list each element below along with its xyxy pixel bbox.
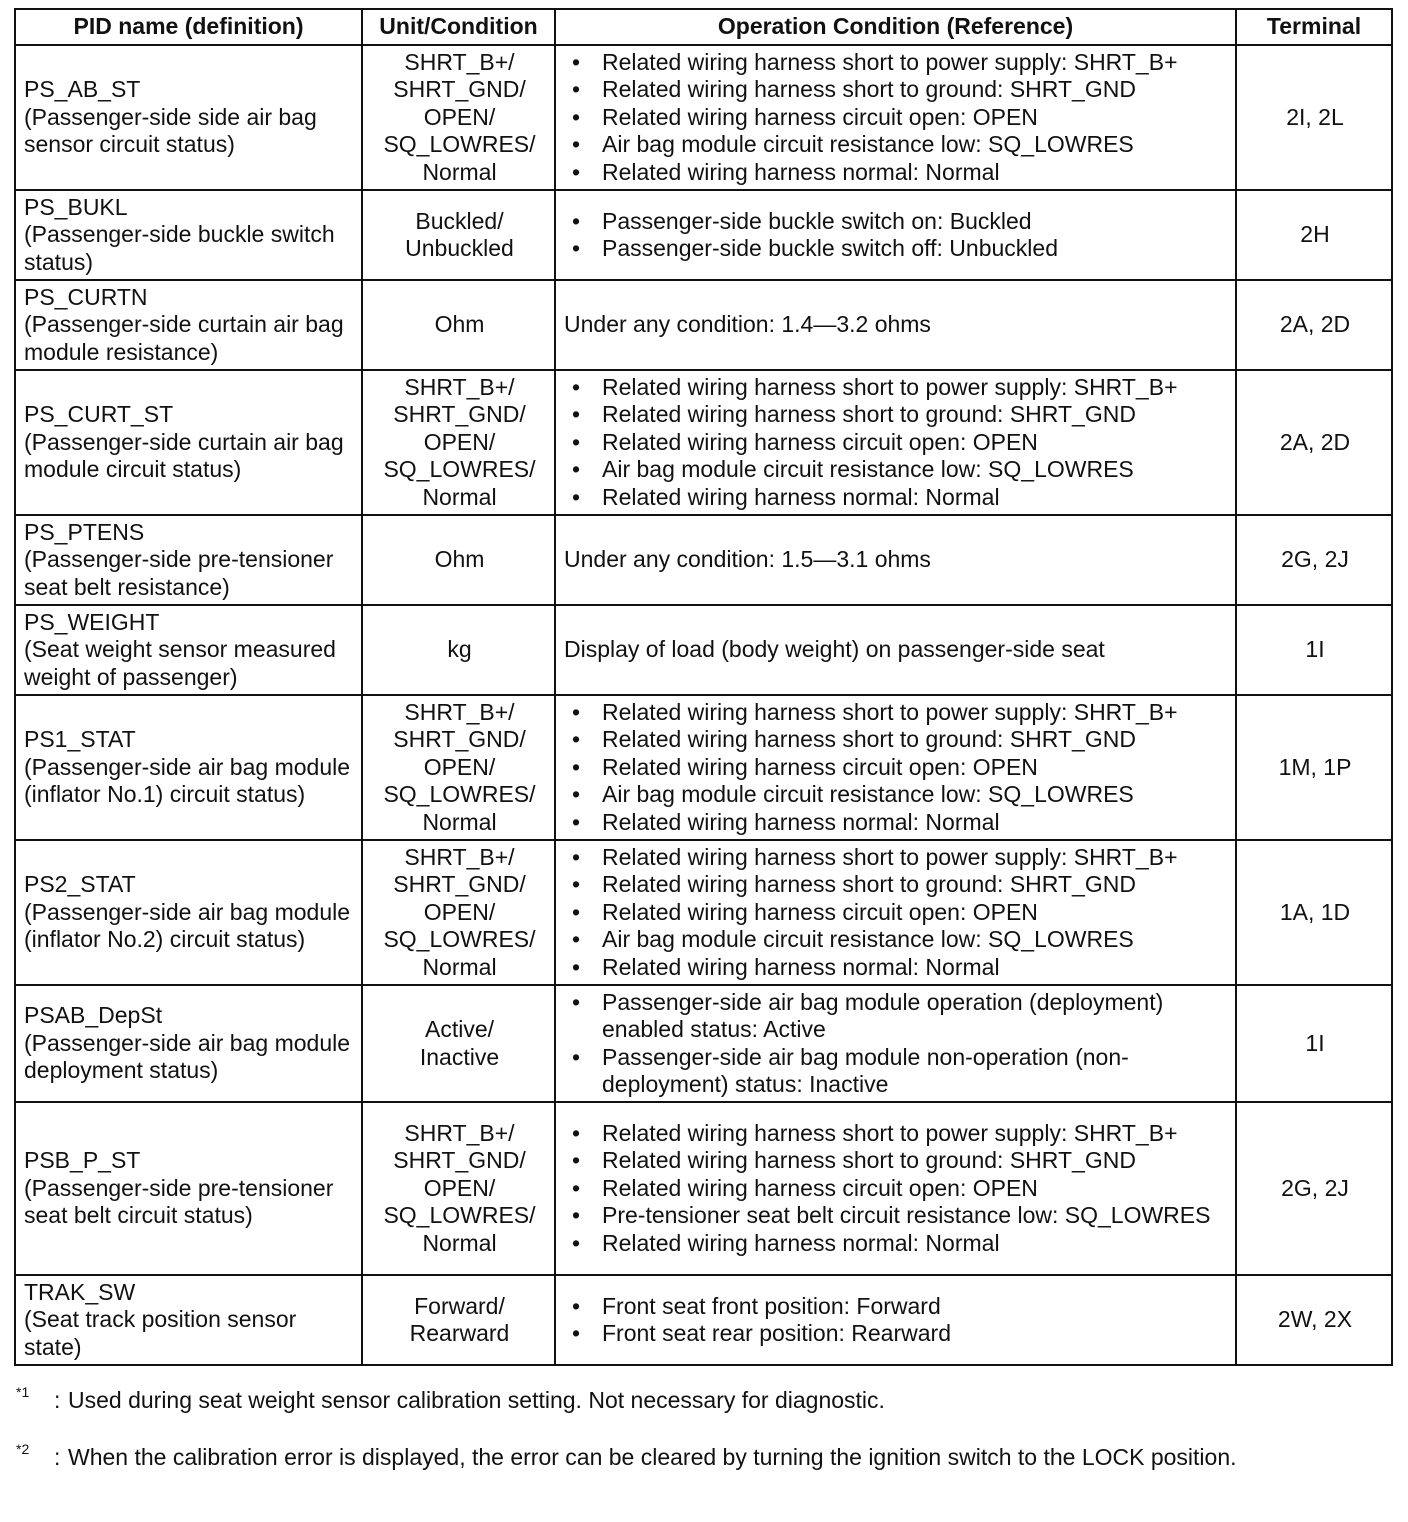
condition-cell: [555, 370, 1236, 515]
footnote-colon: :: [54, 1387, 61, 1413]
condition-item: • Air bag module circuit resistance low: SQ_LOWRES: [564, 131, 1229, 159]
condition-item: • Related wiring harness circuit open: OPEN: [564, 899, 1229, 927]
condition-item: • Related wiring harness short to power supply: SHRT_B+: [564, 374, 1229, 402]
terminal-cell: 2H: [1236, 190, 1392, 280]
terminal-cell: 2G, 2J: [1236, 1102, 1392, 1275]
pid-name: PS_AB_ST: [24, 76, 141, 103]
condition-cell: [555, 1102, 1236, 1275]
unit-text: SHRT_B+/ SHRT_GND/ OPEN/ SQ_LOWRES/ Normal: [383, 48, 536, 185]
pid-cell: [15, 985, 362, 1102]
condition-item: • Front seat front position: Forward: [564, 1293, 1229, 1321]
condition-item: • Passenger-side buckle switch off: Unbuckled: [564, 235, 1229, 263]
condition-item: • Related wiring harness short to ground: SHRT_GND: [564, 726, 1229, 754]
pid-definition: (Passenger-side side air bag sensor circuit status): [24, 103, 317, 158]
pid-name: PS_CURT_ST: [24, 401, 174, 428]
condition-item: • Related wiring harness circuit open: OPEN: [564, 754, 1229, 782]
pid-cell: [15, 695, 362, 840]
condition-item: • Passenger-side buckle switch on: Buckled: [564, 208, 1229, 236]
pid-definition: (Passenger-side pre-tensioner seat belt circuit status): [24, 1174, 334, 1229]
condition-item: • Related wiring harness normal: Normal: [564, 1230, 1229, 1258]
pid-definition: (Passenger-side air bag module deployment status): [24, 1029, 351, 1084]
condition-item: • Passenger-side air bag module operation (deployment) enabled status: Active: [564, 989, 1229, 1044]
pid-name: PS_CURTN: [24, 283, 148, 310]
unit-cell: [362, 190, 555, 280]
unit-text: SHRT_B+/ SHRT_GND/ OPEN/ SQ_LOWRES/ Normal: [383, 843, 536, 980]
condition-item: • Related wiring harness short to power supply: SHRT_B+: [564, 1120, 1229, 1148]
condition-item: • Related wiring harness short to ground: SHRT_GND: [564, 871, 1229, 899]
condition-item: • Related wiring harness circuit open: OPEN: [564, 1175, 1229, 1203]
terminal-cell: 1M, 1P: [1236, 695, 1392, 840]
header-row: [15, 9, 1392, 45]
condition-cell: [555, 45, 1236, 190]
header-terminal: Terminal: [1236, 9, 1392, 45]
pid-cell: [15, 1275, 362, 1365]
unit-text: SHRT_B+/ SHRT_GND/ OPEN/ SQ_LOWRES/ Normal: [383, 373, 536, 510]
condition-cell: [555, 515, 1236, 605]
pid-name: PS2_STAT: [24, 871, 136, 898]
condition-text: Display of load (body weight) on passenger-side seat: [564, 636, 1105, 663]
terminal-cell: 2G, 2J: [1236, 515, 1392, 605]
unit-cell: [362, 370, 555, 515]
condition-list: [564, 699, 1229, 837]
unit-cell: [362, 840, 555, 985]
pid-cell: [15, 45, 362, 190]
pid-definition: (Passenger-side pre-tensioner seat belt resistance): [24, 546, 334, 600]
table-row: [15, 190, 1392, 280]
terminal-cell: 1I: [1236, 605, 1392, 695]
header-condition: Operation Condition (Reference): [555, 9, 1236, 45]
pid-cell: [15, 370, 362, 515]
terminal-cell: 2W, 2X: [1236, 1275, 1392, 1365]
terminal-cell: 2A, 2D: [1236, 370, 1392, 515]
unit-cell: [362, 515, 555, 605]
unit-text: Ohm: [434, 546, 485, 573]
condition-item: • Related wiring harness short to power supply: SHRT_B+: [564, 49, 1229, 77]
pid-definition: (Seat track position sensor state): [24, 1306, 297, 1360]
terminal-cell: 1I: [1236, 985, 1392, 1102]
footnote-mark: *2: [16, 1441, 30, 1457]
unit-cell: [362, 1102, 555, 1275]
footnote-text: Used during seat weight sensor calibration setting. Not necessary for diagnostic.: [68, 1387, 885, 1413]
pid-definition: (Passenger-side air bag module (inflator No.2) circuit status): [24, 898, 351, 953]
condition-item: • Related wiring harness short to ground: SHRT_GND: [564, 401, 1229, 429]
condition-list: [564, 374, 1229, 512]
pid-cell: [15, 515, 362, 605]
condition-list: [564, 1120, 1229, 1258]
condition-item: • Related wiring harness circuit open: OPEN: [564, 429, 1229, 457]
unit-text: Ohm: [434, 311, 485, 338]
table-row: [15, 45, 1392, 190]
condition-cell: [555, 695, 1236, 840]
unit-text: SHRT_B+/ SHRT_GND/ OPEN/ SQ_LOWRES/ Normal: [383, 1119, 536, 1256]
unit-cell: [362, 985, 555, 1102]
condition-item: • Related wiring harness short to power supply: SHRT_B+: [564, 844, 1229, 872]
condition-item: • Air bag module circuit resistance low: SQ_LOWRES: [564, 926, 1229, 954]
pid-cell: [15, 280, 362, 370]
pid-definition: (Passenger-side air bag module (inflator No.1) circuit status): [24, 753, 351, 808]
terminal-cell: 2A, 2D: [1236, 280, 1392, 370]
unit-text: kg: [447, 636, 472, 663]
condition-item: • Related wiring harness short to ground: SHRT_GND: [564, 76, 1229, 104]
condition-item: • Air bag module circuit resistance low: SQ_LOWRES: [564, 456, 1229, 484]
condition-item: • Related wiring harness short to ground: SHRT_GND: [564, 1147, 1229, 1175]
footnote: [14, 1384, 1384, 1417]
condition-cell: [555, 605, 1236, 695]
pid-name: PS1_STAT: [24, 726, 136, 753]
table-row: [15, 1102, 1392, 1275]
unit-text: SHRT_B+/ SHRT_GND/ OPEN/ SQ_LOWRES/ Normal: [383, 698, 536, 835]
condition-text: Under any condition: 1.4—3.2 ohms: [564, 311, 931, 338]
unit-cell: [362, 45, 555, 190]
pid-name: TRAK_SW: [24, 1278, 136, 1305]
condition-item: • Related wiring harness short to power supply: SHRT_B+: [564, 699, 1229, 727]
condition-item: • Passenger-side air bag module non-operation (non-deployment) status: Inactive: [564, 1044, 1229, 1099]
terminal-cell: 1A, 1D: [1236, 840, 1392, 985]
condition-cell: [555, 190, 1236, 280]
condition-list: [564, 989, 1229, 1099]
table-row: [15, 695, 1392, 840]
condition-item: • Related wiring harness normal: Normal: [564, 809, 1229, 837]
unit-text: Buckled/ Unbuckled: [405, 207, 514, 261]
condition-item: • Related wiring harness normal: Normal: [564, 954, 1229, 982]
footnotes: [14, 1384, 1384, 1498]
condition-item: • Pre-tensioner seat belt circuit resistance low: SQ_LOWRES: [564, 1202, 1229, 1230]
footnote-colon: :: [54, 1444, 61, 1470]
condition-cell: [555, 280, 1236, 370]
pid-definition: (Seat weight sensor measured weight of passenger): [24, 636, 336, 690]
pid-cell: [15, 605, 362, 695]
unit-text: Forward/ Rearward: [409, 1292, 510, 1346]
condition-text: Under any condition: 1.5—3.1 ohms: [564, 546, 931, 573]
condition-item: • Front seat rear position: Rearward: [564, 1320, 1229, 1348]
pid-name: PS_WEIGHT: [24, 608, 160, 635]
condition-list: [564, 49, 1229, 187]
condition-cell: [555, 840, 1236, 985]
pid-table: [14, 8, 1393, 1366]
footnote: [14, 1441, 1384, 1474]
condition-item: • Air bag module circuit resistance low: SQ_LOWRES: [564, 781, 1229, 809]
header-unit: Unit/Condition: [362, 9, 555, 45]
pid-name: PS_PTENS: [24, 518, 145, 545]
pid-definition: (Passenger-side buckle switch status): [24, 221, 335, 275]
pid-cell: [15, 840, 362, 985]
table-row: [15, 985, 1392, 1102]
footnote-text: When the calibration error is displayed, the error can be cleared by turning the ignition switch to the LOCK position.: [68, 1444, 1237, 1470]
condition-item: • Related wiring harness normal: Normal: [564, 484, 1229, 512]
unit-cell: [362, 1275, 555, 1365]
unit-cell: [362, 605, 555, 695]
condition-cell: [555, 1275, 1236, 1365]
condition-list: [564, 208, 1229, 263]
header-pid: PID name (definition): [15, 9, 362, 45]
condition-list: [564, 844, 1229, 982]
condition-item: • Related wiring harness circuit open: OPEN: [564, 104, 1229, 132]
table-header: [15, 9, 1392, 45]
pid-name: PSB_P_ST: [24, 1147, 141, 1174]
unit-cell: [362, 695, 555, 840]
pid-name: PS_BUKL: [24, 193, 128, 220]
table-row: [15, 370, 1392, 515]
unit-text: Active/ Inactive: [419, 1016, 500, 1070]
table-row: [15, 840, 1392, 985]
table-row: [15, 515, 1392, 605]
pid-name: PSAB_DepSt: [24, 1002, 163, 1029]
table-row: [15, 1275, 1392, 1365]
terminal-cell: 2I, 2L: [1236, 45, 1392, 190]
unit-cell: [362, 280, 555, 370]
condition-item: • Related wiring harness normal: Normal: [564, 159, 1229, 187]
pid-definition: (Passenger-side curtain air bag module resistance): [24, 311, 344, 365]
table-row: [15, 280, 1392, 370]
pid-cell: [15, 1102, 362, 1275]
footnote-mark: *1: [16, 1384, 30, 1400]
pid-definition: (Passenger-side curtain air bag module circuit status): [24, 428, 344, 483]
table-body: [15, 45, 1392, 1365]
pid-cell: [15, 190, 362, 280]
condition-cell: [555, 985, 1236, 1102]
condition-list: [564, 1293, 1229, 1348]
table-row: [15, 605, 1392, 695]
